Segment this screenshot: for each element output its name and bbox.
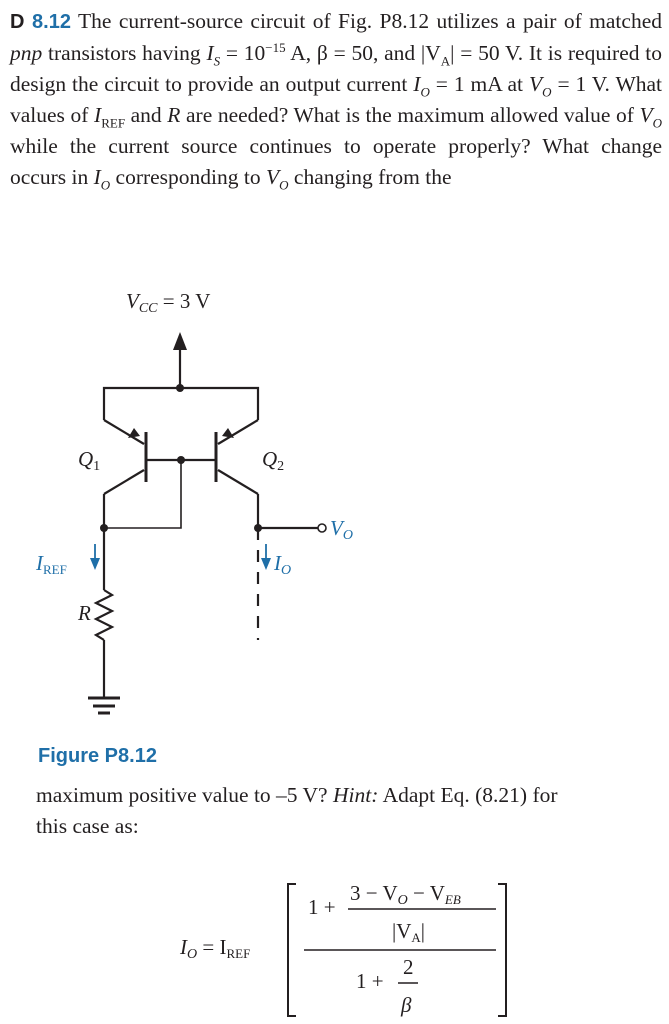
q2-collector xyxy=(218,470,258,494)
eq-den-one-plus: 1 + xyxy=(356,969,384,993)
io-arrow-icon xyxy=(261,558,271,570)
q2-emitter-arrow xyxy=(222,428,234,438)
iref-label: IREF xyxy=(36,551,67,577)
vcc-label: VCC = 3 V xyxy=(126,289,211,316)
eq-beta: β xyxy=(401,993,412,1017)
vcc-arrow-icon xyxy=(173,332,187,350)
q1-collector xyxy=(104,470,144,494)
q1-emitter xyxy=(104,420,144,444)
r-label: R xyxy=(78,601,91,625)
eq-den-va: |VA| xyxy=(392,919,425,945)
left-bracket xyxy=(288,884,296,1016)
problem-text: D 8.12 The current-source circuit of Fig. P8.12 utilizes a pair of matched pnp transistors having $I_S = 10^{-15}$ A, β = 50, and $|V_A| = 50$ V. It is required to design the circuit to provide an output current $I_O = 1$ mA at $V_O = 1$ V. What values of $I_{REF}$ and R are needed? What is the maximum allowed value of $V_O$ while the current source continues to operate properly? What change occurs in $I_O$ corresponding to $V_O$ changing from the xyxy=(10,9,663,193)
iref-arrow-icon xyxy=(90,558,100,570)
circuit-diagram xyxy=(0,270,669,740)
vo-label: VO xyxy=(330,516,353,543)
q1-emitter-arrow xyxy=(128,428,140,438)
problem-line-1: The current-source circuit of Fig. P8.12 utilizes a pair xyxy=(78,9,557,33)
io-label: IO xyxy=(274,551,292,578)
eq-lhs: IO = IREF xyxy=(180,935,251,962)
right-bracket xyxy=(498,884,506,1016)
vo-terminal xyxy=(318,524,326,532)
problem-number: D 8.12 xyxy=(10,11,71,33)
q2-emitter xyxy=(218,420,258,444)
continuation-text: maximum positive value to –5 V? Hint: Adapt Eq. (8.21) for this case as: xyxy=(36,783,558,838)
top-rail xyxy=(104,388,258,420)
resistor-r xyxy=(96,590,112,640)
eq-two: 2 xyxy=(403,955,414,979)
figure-caption: Figure P8.12 xyxy=(38,745,157,767)
eq-one-plus: 1 + xyxy=(308,895,336,919)
q1-label: Q1 xyxy=(78,447,101,474)
q2-label: Q2 xyxy=(262,447,285,474)
eq-num: 3 − VO − VEB xyxy=(350,881,461,908)
hint-equation xyxy=(160,872,530,1022)
